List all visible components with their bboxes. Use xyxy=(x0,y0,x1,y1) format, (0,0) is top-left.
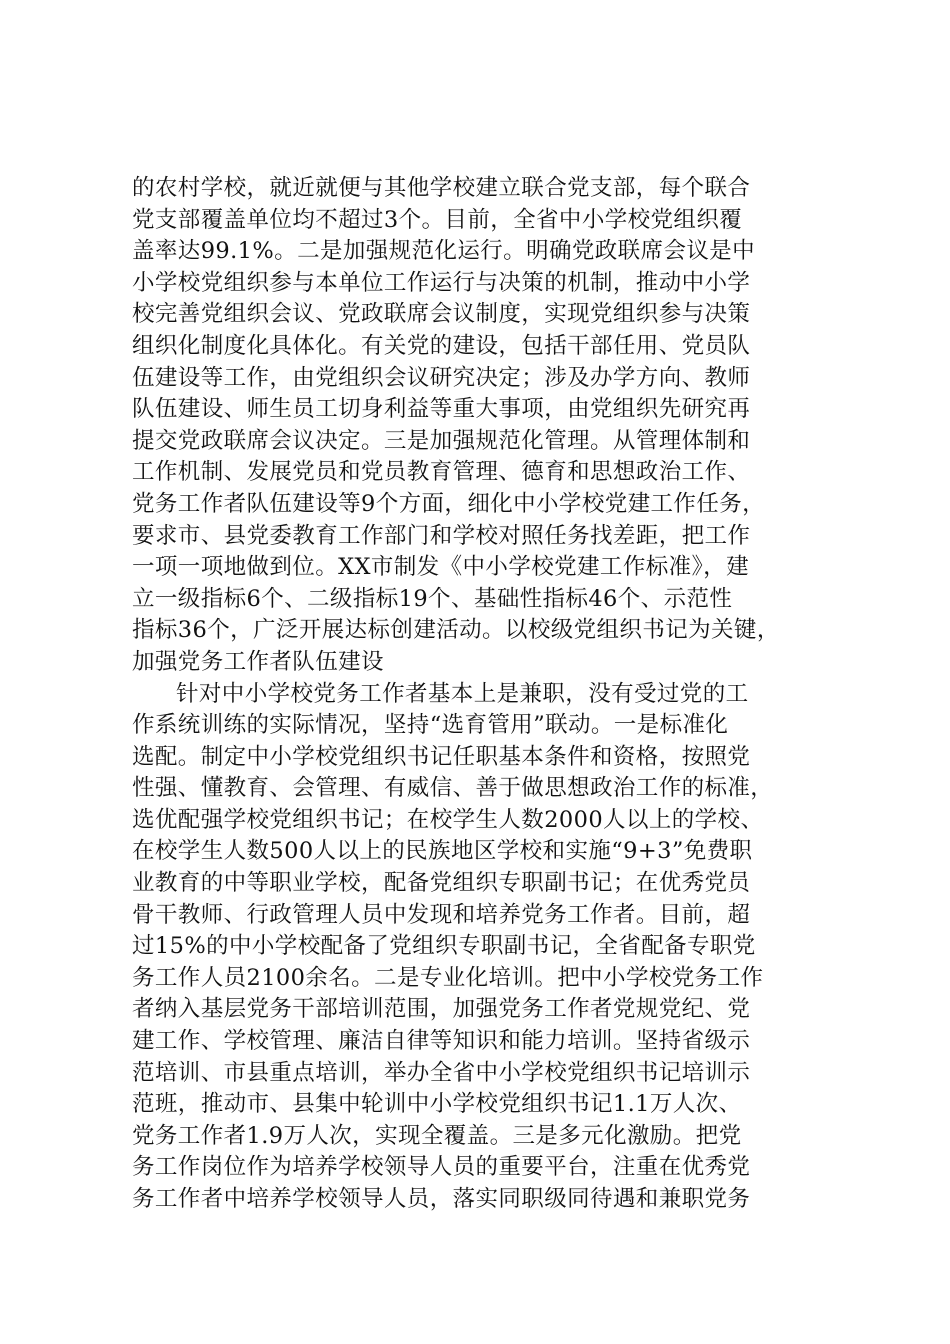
text-line: 性强、懂教育、会管理、有威信、善于做思想政治工作的标准， xyxy=(132,775,774,802)
text-line: 党务工作者队伍建设等9个方面，细化中小学校党建工作任务， xyxy=(132,490,766,517)
text-line: 校完善党组织会议、党政联席会议制度，实现党组织参与决策 xyxy=(132,301,751,328)
text-line: 业教育的中等职业学校，配备党组织专职副书记；在优秀党员 xyxy=(132,870,751,897)
text-line: 工作机制、发展党员和党员教育管理、德育和思想政治工作、 xyxy=(132,459,751,486)
paragraph-first-line: 针对中小学校党务工作者基本上是兼职，没有受过党的工 xyxy=(176,680,749,707)
text-line: 立一级指标6个、二级指标19个、基础性指标46个、示范性 xyxy=(132,585,733,612)
text-line: 小学校党组织参与本单位工作运行与决策的机制，推动中小学 xyxy=(132,269,751,296)
section-heading-line: 加强党务工作者队伍建设 xyxy=(132,648,384,675)
text-line: 一项一项地做到位。XX市制发《中小学校党建工作标准》，建 xyxy=(132,554,749,581)
text-line: 者纳入基层党务干部培训范围，加强党务工作者党规党纪、党 xyxy=(132,996,751,1023)
text-line: 建工作、学校管理、廉洁自律等知识和能力培训。坚持省级示 xyxy=(132,1028,751,1055)
text-line: 党支部覆盖单位均不超过3个。目前，全省中小学校党组织覆 xyxy=(132,206,743,233)
text-line: 在校学生人数500人以上的民族地区学校和实施“9+3”免费职 xyxy=(132,838,753,865)
text-line: 务工作者中培养学校领导人员，落实同职级同待遇和兼职党务 xyxy=(132,1186,751,1212)
body-text xyxy=(132,173,832,1216)
text-line: 指标36个，广泛开展达标创建活动。以校级党组织书记为关键， xyxy=(132,617,780,644)
text-line: 过15%的中小学校配备了党组织专职副书记，全省配备专职党 xyxy=(132,933,756,960)
text-line: 提交党政联席会议决定。三是加强规范化管理。从管理体制和 xyxy=(132,427,751,454)
text-line: 务工作岗位作为培养学校领导人员的重要平台，注重在优秀党 xyxy=(132,1154,751,1181)
text-line: 选配。制定中小学校党组织书记任职基本条件和资格，按照党 xyxy=(132,743,751,770)
text-line: 范班，推动市、县集中轮训中小学校党组织书记1.1万人次、 xyxy=(132,1091,742,1118)
text-line: 选优配强学校党组织书记；在校学生人数2000人以上的学校、 xyxy=(132,806,764,833)
text-line: 务工作人员2100余名。二是专业化培训。把中小学校党务工作 xyxy=(132,964,764,991)
text-line: 队伍建设、师生员工切身利益等重大事项，由党组织先研究再 xyxy=(132,396,751,423)
text-line: 要求市、县党委教育工作部门和学校对照任务找差距，把工作 xyxy=(132,522,751,549)
text-line: 骨干教师、行政管理人员中发现和培养党务工作者。目前，超 xyxy=(132,901,751,928)
text-line: 范培训、市县重点培训，举办全省中小学校党组织书记培训示 xyxy=(132,1059,751,1086)
text-line: 的农村学校，就近就便与其他学校建立联合党支部，每个联合 xyxy=(132,175,751,201)
text-line: 作系统训练的实际情况，坚持“选育管用”联动。一是标准化 xyxy=(132,712,729,739)
text-line: 党务工作者1.9万人次，实现全覆盖。三是多元化激励。把党 xyxy=(132,1122,742,1149)
text-line: 伍建设等工作，由党组织会议研究决定；涉及办学方向、教师 xyxy=(132,364,751,391)
text-line: 盖率达99.1%。二是加强规范化运行。明确党政联席会议是中 xyxy=(132,238,756,265)
text-line: 组织化制度化具体化。有关党的建设，包括干部任用、党员队 xyxy=(132,332,751,359)
